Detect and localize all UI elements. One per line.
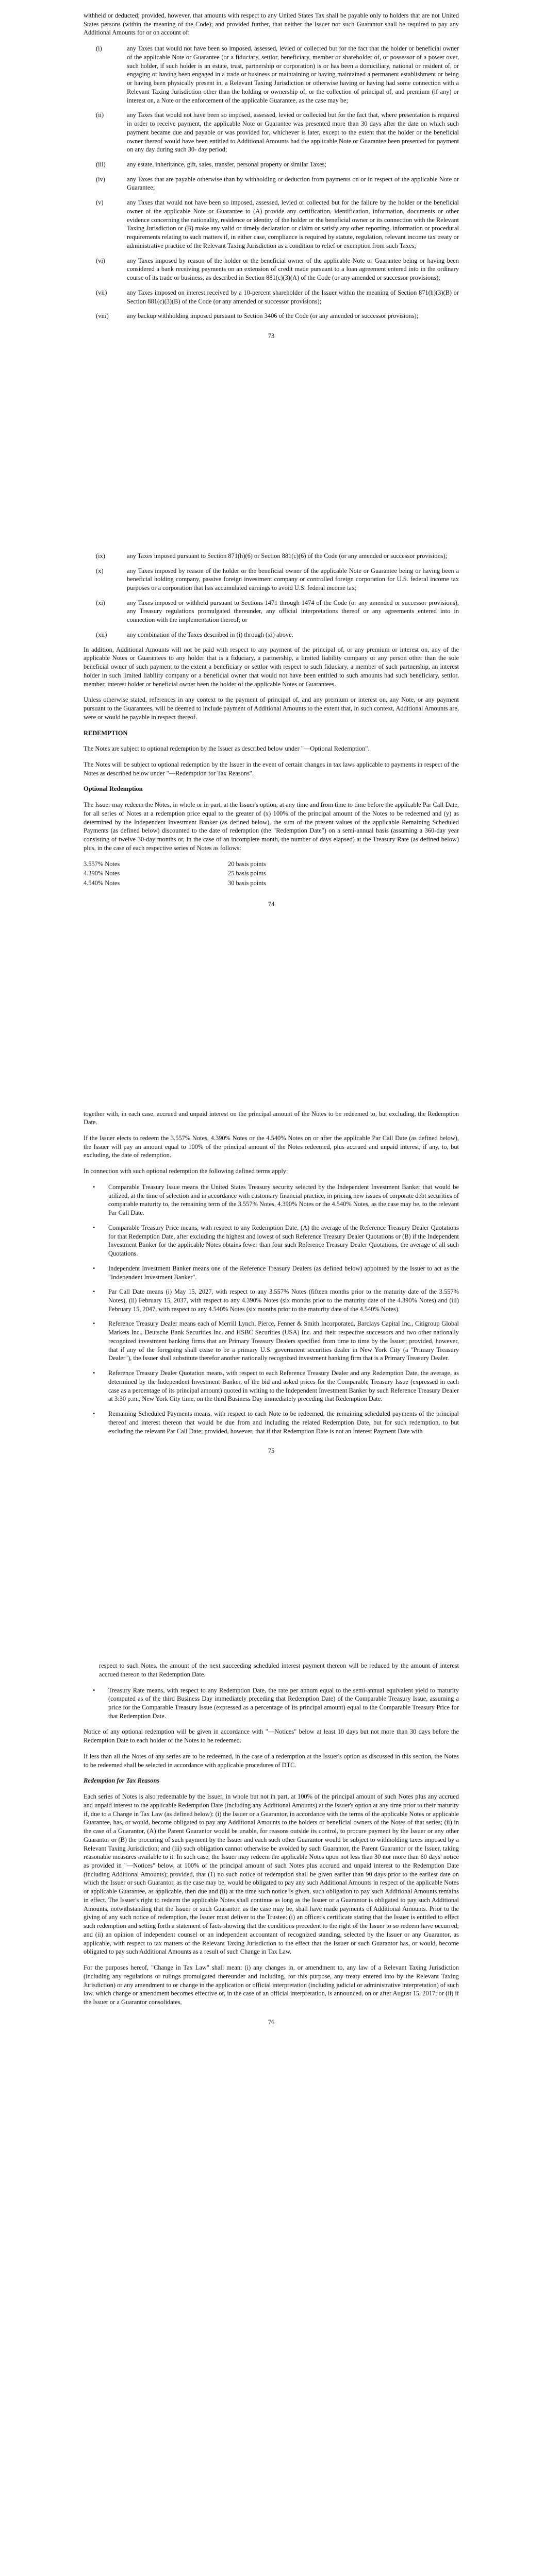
bullet-icon: • [93, 1183, 95, 1191]
clause-item [84, 289, 459, 306]
clause-number: (vi) [96, 257, 105, 264]
clause-text: any Taxes imposed by reason of the holder or the beneficial owner of the applicable Note or Guarantee being or having been a beneficial holding company, passive foreign investment company or controlled foreign corporation for U.S. federal income tax purposes or a corporation that has accumulated earnings to avoid U.S. federal income tax; [127, 567, 459, 591]
page-73-clause-list [84, 44, 459, 320]
definition-text: Comparable Treasury Price means, with respect to any Redemption Date, (A) the average of the Reference Treasury Dealer Quotations for that Redemption Date, after excluding the highest and lowest of such Reference Treasury Dealer Quotations or (B) if the Independent Investment Banker for the applicable Notes obtains fewer than four such Reference Treasury Dealer Quotations, the average of all such Quotations. [108, 1224, 459, 1258]
list-item [84, 1264, 459, 1281]
note-series: 4.540% Notes [84, 879, 120, 887]
clause-number: (xi) [96, 599, 105, 606]
clause-text: any Taxes that are payable otherwise than by withholding or deduction from payments on or in respect of the applicable Note or Guarantee; [127, 175, 459, 192]
change-in-tax-law-paragraph: For the purposes hereof, "Change in Tax Law" shall mean: (i) any changes in, or amendment to, any law of a Relevant Taxing Jurisdiction (including any regulations or rulings promulgated thereunder and including, for this purpose, any treaty entered into by the Relevant Taxing Jurisdiction) or any amendment to or change in the application or official interpretation (including judicial or administrative interpretation) of such law, which change or amendment becomes effective or, in the case of an official interpretation, is announced, on or after August 15, 2017; or (ii) if the Issuer or a Guarantor consolidates, [84, 1964, 459, 2006]
clause-text: any Taxes imposed pursuant to Section 871(h)(6) or Section 881(c)(6) of the Code (or any amended or successor provisions); [127, 552, 448, 560]
bullet-icon: • [93, 1224, 95, 1231]
optional-redemption-heading: Optional Redemption [84, 785, 143, 793]
table-row [84, 879, 266, 889]
accrued-interest-paragraph: together with, in each case, accrued and unpaid interest on the principal amount of the Notes to be redeemed to, but excluding, the Redemption Date. [84, 1110, 459, 1126]
page-74 [0, 418, 544, 909]
payment-references-paragraph: Unless otherwise stated, references in any context to the payment of principal of, and any premium or interest on, any Note, or any payment pursuant to the Guarantees, will be deemed to include payment of Additional Amounts to the extent that, in such context, Additional Amounts are, were or would be payable in respect thereof. [84, 696, 459, 721]
note-series: 4.390% Notes [84, 870, 120, 877]
clause-number: (ii) [96, 111, 104, 119]
defined-terms-list [84, 1686, 459, 1721]
bullet-icon: • [93, 1264, 95, 1272]
page-number: 74 [268, 900, 275, 908]
list-item [84, 1410, 459, 1435]
list-item [84, 1686, 459, 1721]
table-row [84, 860, 266, 870]
clause-number: (xii) [96, 631, 107, 638]
page-73-intro: withheld or deducted; provided, however, that amounts with respect to any United States Tax shall be payable only to holders that are not United States persons (within the meaning of the Code); and provided further, that neither the Issuer nor such Guarantor shall be required to pay any Additional Amounts for or on account of: [84, 12, 459, 37]
tax-redemption-intro: The Notes will be subject to optional redemption by the Issuer in the event of certain changes in tax laws applicable to payments in respect of the Notes as described below under "—Redemption for Tax Reasons". [84, 760, 459, 777]
clause-text: any backup withholding imposed pursuant to Section 3406 of the Code (or any amended or successor provisions); [127, 312, 419, 320]
optional-redemption-paragraph: The Issuer may redeem the Notes, in whole or in part, at the Issuer's option, at any time and from time to time before the applicable Par Call Date, for all series of Notes at a redemption price equal to the greater of (x) 100% of the principal amount of the Notes to be redeemed and (y) as determined by the Independent Investment Banker (as defined below), the sum of the present values of the applicable Remaining Scheduled Payments (as defined below) discounted to the date of redemption (the "Redemption Date") on a semi-annual basis (assuming a 360-day year consisting of twelve 30-day months or, in the case of an incomplete month, the number of days elapsed) at the Treasury Rate (as defined below) plus, in the case of each respective series of Notes as follows: [84, 801, 459, 852]
defined-terms-list [84, 1183, 459, 1435]
spread-table [84, 860, 266, 889]
par-call-paragraph: If the Issuer elects to redeem the 3.557% Notes, 4.390% Notes or the 4.540% Notes on or after the applicable Par Call Date (as defined below), the Issuer will pay an amount equal to 100% of the principal amount of the Notes redeemed, plus accrued and unpaid interest, if any, to, but excluding, the date of redemption. [84, 1134, 459, 1159]
basis-points: 25 basis points [228, 870, 266, 877]
clause-text: any Taxes imposed by reason of the holder or the beneficial owner of the applicable Note or Guarantee being or having been considered a bank receiving payments on an extension of credit made pursuant to a loan agreement entered into in the ordinary course of its trade or business, as described in Section 881(c)(3)(A) of the Code (or any amended or successor provisions); [127, 257, 459, 282]
definition-text: Remaining Scheduled Payments means, with respect to each Note to be redeemed, the remaining scheduled payments of the principal thereof and interest thereon that would be due from and including the related Redemption Date, but for such redemption, to but excluding the relevant Par Call Date; provided, however, that if that Redemption Date is not an Interest Payment Date with [108, 1410, 459, 1435]
tax-redemption-heading: Redemption for Tax Reasons [84, 1777, 160, 1785]
page-74-clause-list [84, 552, 459, 639]
clause-number: (x) [96, 567, 104, 574]
page-number: 76 [268, 2018, 275, 2026]
clause-number: (iv) [96, 175, 105, 183]
additional-amounts-paragraph: In addition, Additional Amounts will not be paid with respect to any payment of the principal of, or any premium or interest on, any of the applicable Notes or Guarantees to any holder that is a fiduciary, a partnership, a limited liability company or any person other than the sole beneficial owner of such payment to the extent a beneficiary or settlor with respect to such fiduciary, a member of such partnership, an interest holder in such limited liability company or a beneficial owner that would not have been entitled to such amounts had such beneficiary, settlor, member, interest holder or beneficial owner been the holder of the applicable Notes or Guarantees. [84, 646, 459, 688]
clause-item [84, 552, 459, 561]
clause-number: (i) [96, 45, 102, 53]
clause-item [84, 160, 459, 169]
bullet-icon: • [93, 1320, 95, 1328]
definition-text: Reference Treasury Dealer Quotation means, with respect to each Reference Treasury Dealer and any Redemption Date, the average, as determined by the Independent Investment Banker, of the bid and asked prices for the Comparable Treasury Issue (expressed in each case as a percentage of its principal amount) quoted in writing to the Independent Investment Banker by such Reference Treasury Dealer at 3:30 p.m., New York City time, on the third Business Day immediately preceding that Redemption Date. [108, 1369, 459, 1403]
list-item [84, 1319, 459, 1363]
page-number: 75 [268, 1447, 275, 1455]
page-number: 73 [268, 332, 275, 340]
page-76 [0, 1533, 544, 2026]
definition-text: Treasury Rate means, with respect to any Redemption Date, the rate per annum equal to the semi-annual equivalent yield to maturity (computed as of the third Business Day immediately preceding that Redemption Date) of the Comparable Treasury Issue, assuming a price for the Comparable Treasury Issue (expressed as a percentage of its principal amount) equal to the Comparable Treasury Price for that Redemption Date. [108, 1686, 459, 1720]
basis-points: 20 basis points [228, 860, 266, 868]
clause-number: (iii) [96, 161, 106, 168]
clause-text: any Taxes imposed or withheld pursuant to Sections 1471 through 1474 of the Code (or any amended or successor provisions), any Treasury regulations promulgated thereunder, any official interpretations thereof or any agreements entered into in connection with the implementation thereof; or [127, 599, 459, 624]
clause-item [84, 198, 459, 250]
clause-text: any Taxes that would not have been so imposed, assessed, levied or collected but for the failure by the holder or the beneficial owner of the applicable Note or Guarantee to (A) provide any certification, identification, information, documents or other evidence concerning the nationality, residence or identity of the holder or the beneficial owner or its connection with the Relevant Taxing Jurisdiction or (B) make any valid or timely declaration or claim or satisfy any other reporting, information or procedural requirements relating to such matters if, in either case, compliance is required by statute, regulation, relevant income tax treaty or administrative practice of the Relevant Taxing Jurisdiction as a condition to relief or exemption from such Taxes; [127, 199, 459, 249]
clause-number: (ix) [96, 552, 105, 560]
page-73 [0, 0, 544, 341]
definition-text: Par Call Date means (i) May 15, 2027, with respect to any 3.557% Notes (fifteen months prior to the maturity date of the 3.557% Notes), (ii) February 15, 2037, with respect to any 4.390% Notes (six months prior to the maturity date of the 4.390% Notes) and (iii) February 15, 2047, with respect to any 4.540% Notes (six months prior to the maturity date of the 4.540% Notes). [108, 1288, 459, 1313]
tax-redemption-paragraph: Each series of Notes is also redeemable by the Issuer, in whole but not in part, at 100% of the principal amount of such Notes plus any accrued and unpaid interest to the applicable Redemption Date (including any Additional Amounts) at the Issuer's option at any time prior to their maturity if, due to a Change in Tax Law (as defined below): (i) the Issuer or a Guarantor, in accordance with the terms of the applicable Notes or applicable Guarantee, has, or would, become obligated to pay any Additional Amounts to the holders or beneficial owners of the Notes of that series; (ii) in the case of a Guarantor, (A) the Parent Guarantor would be unable, for reasons outside its control, to procure payment by the Issuer or any other Guarantor or (B) the procuring of such payment by the Issuer and each such other Guarantor would be subject to withholding taxes imposed by a Relevant Taxing Jurisdiction; and (iii) such obligation cannot otherwise be avoided by such Guarantor, the Parent Guarantor or the Issuer, taking reasonable measures available to it. In such case, the Issuer may redeem the applicable Notes upon not less than 30 nor more than 60 days' notice as provided in "—Notices" below, at 100% of the principal amount of such Notes plus accrued and unpaid interest to the Redemption Date (including Additional Amounts); provided, that (1) no such notice of redemption shall be given earlier than 90 days prior to the earliest date on which the Issuer or such Guarantor, as the case may be, would be obligated to pay any such Additional Amounts in respect of the applicable Notes or applicable Guarantee, as applicable, then due and (ii) at the time such notice is given, such obligation to pay such Additional Amounts remains in effect. The Issuer's right to redeem the applicable Notes shall continue as long as the Issuer or a Guarantor is obligated to pay such Additional Amounts, notwithstanding that the Issuer or such Guarantor, as the case may be, shall have made payments of Additional Amounts. Prior to the giving of any such notice of redemption, the Issuer must deliver to the Trustee: (i) an officer's certificate stating that the Issuer is entitled to effect such redemption and setting forth a statement of facts showing that the conditions precedent to the right of the Issuer to so redeem have occurred; and (ii) an opinion of independent counsel or an independent accountant of recognized standing, selected by the Issuer or any Guarantor, as applicable, with respect to tax matters of the Relevant Taxing Jurisdiction to the effect that the Issuer or such Guarantor has, or would, become obligated to pay such Additional Amounts as a result of such Change in Tax Law. [84, 1793, 459, 1956]
table-row [84, 869, 266, 879]
bullet-icon: • [93, 1410, 95, 1418]
bullet-icon: • [93, 1288, 95, 1296]
page-75 [0, 986, 544, 1456]
optional-redemption-intro: The Notes are subject to optional redemption by the Issuer as described below under "—Optional Redemption". [84, 745, 370, 753]
definition-continuation: respect to such Notes, the amount of the next succeeding scheduled interest payment thereon will be reduced by the amount of interest accrued thereon to that Redemption Date. [99, 1662, 459, 1678]
basis-points: 30 basis points [228, 879, 266, 887]
selection-paragraph: If less than all the Notes of any series are to be redeemed, in the case of a redemption at the Issuer's option as discussed in this section, the Notes to be redeemed shall be selected in accordance with applicable procedures of DTC. [84, 1752, 459, 1769]
bullet-icon: • [93, 1369, 95, 1377]
defined-terms-intro: In connection with such optional redemption the following defined terms apply: [84, 1167, 288, 1175]
list-item [84, 1183, 459, 1217]
list-item [84, 1287, 459, 1313]
note-series: 3.557% Notes [84, 860, 120, 868]
page-break [0, 341, 544, 418]
clause-number: (viii) [96, 312, 109, 320]
clause-text: any Taxes that would not have been so imposed, assessed, levied or collected but for the fact that, where presentation is required in order to receive payment, the applicable Note or Guarantee was presented more than 30 days after the date on which such payment became due and payable or was provided for, whichever is later, except to the extent that the holder or the beneficial owner thereof would have been entitled to Additional Amounts had the applicable Note or Guarantee been presented for payment on any day during such 30- day period; [127, 111, 459, 154]
clause-item [84, 312, 459, 320]
clause-text: any Taxes imposed on interest received by a 10-percent shareholder of the Issuer within the meaning of Section 871(h)(3)(B) or Section 881(c)(3)(B) of the Code (or any amended or successor provisions); [127, 289, 459, 305]
definition-text: Reference Treasury Dealer means each of Merrill Lynch, Pierce, Fenner & Smith Incorporated, Barclays Capital Inc., Citigroup Global Markets Inc., Deutsche Bank Securities Inc. and HSBC Securities (USA) Inc. and their respective successors and two other nationally recognized investment banking firms that are Primary Treasury Dealers specified from time to time by the Issuer; provided, however, that if any of the foregoing shall cease to be a primary U.S. government securities dealer in New York City (a "Primary Treasury Dealer"), the Issuer shall substitute therefor another nationally recognized investment banking firm that is a Primary Treasury Dealer. [108, 1320, 459, 1362]
clause-item [84, 567, 459, 592]
page-break [0, 909, 544, 986]
clause-text: any estate, inheritance, gift, sales, transfer, personal property or similar Taxes; [127, 161, 326, 168]
clause-number: (vii) [96, 289, 107, 296]
clause-number: (v) [96, 199, 104, 207]
clause-item [84, 175, 459, 192]
notice-paragraph: Notice of any optional redemption will be given in accordance with "—Notices" below at least 10 days but not more than 30 days before the Redemption Date to each holder of the Notes to be redeemed. [84, 1728, 459, 1744]
definition-text: Independent Investment Banker means one of the Reference Treasury Dealers (as defined below) appointed by the Issuer to act as the "Independent Investment Banker". [108, 1264, 459, 1281]
list-item [84, 1224, 459, 1258]
clause-item [84, 111, 459, 154]
definition-text: Comparable Treasury Issue means the United States Treasury security selected by the Independent Investment Banker that would be utilized, at the time of selection and in accordance with customary financial practice, in pricing new issues of corporate debt securities of comparable maturity to, the remaining term of the 3.557% Notes, 4.390% Notes or the 4.540% Notes, as the case may be, to the relevant Par Call Date. [108, 1183, 459, 1217]
clause-item [84, 44, 459, 105]
clause-item [84, 599, 459, 624]
clause-text: any combination of the Taxes described in (i) through (xi) above. [127, 631, 293, 638]
list-item [84, 1369, 459, 1403]
page-break [0, 1455, 544, 1533]
clause-text: any Taxes that would not have been so imposed, assessed, levied or collected but for the fact that the holder or beneficial owner of the applicable Note or Guarantee (or a fiduciary, settlor, beneficiary, member or shareholder of, or possessor of a power over, such holder, if such holder is an estate, trust, partnership or corporation) is or has been a domiciliary, national or resident of, or engaging or having been engaged in a trade or business or maintaining or having maintained a permanent establishment or being or having been physically present in, a Relevant Taxing Jurisdiction or otherwise having or having had some connection with a Relevant Taxing Jurisdiction other than the holding or ownership of, or the collection of principal of, and premium (if any) or interest on, a Note or the enforcement of the applicable Guarantee, as the case may be; [127, 45, 459, 104]
redemption-heading: REDEMPTION [84, 729, 128, 737]
clause-item [84, 257, 459, 282]
clause-item [84, 631, 459, 639]
bullet-icon: • [93, 1686, 95, 1694]
